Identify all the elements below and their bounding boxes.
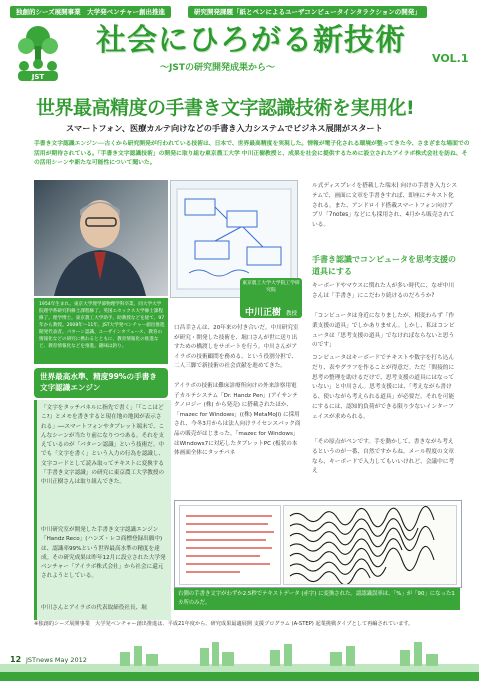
col3-body: ル式ディスプレイを搭載した端末) 向けの手書き入力システムで、画面に文章を手書きすれば、即座にテキスト化される。また、アンドロイド搭載スマートフォン向けアプリ「7notes」などにも採用され、4月から販売されている。 (312, 183, 458, 229)
people-tree-icon (10, 24, 66, 84)
headline: 世界最高精度の手書き文字認識技術を実用化! (36, 97, 415, 119)
page-number: 12 (10, 655, 22, 664)
masthead (10, 22, 470, 88)
professor-name: 中川正樹 (244, 308, 281, 318)
figure-caption-box (174, 588, 460, 610)
volume-label: VOL.1 (432, 52, 469, 65)
col2-body-2: アイラボの技術は難床診療所向けの外来診察用電子カルテシステム「Dr. Handz Pen」(アイサンテクノロジー (株) から発売) に搭載されたほか、「mazec for Windows」((株) MetaMoJi) に採用され、今冬3月からは法人向けライセンスパック商品の販売がはじまった。「mazec for Windows」はWindows7に対応したタブレットPC (板状の本体画面全体にタッチパネ (174, 383, 301, 457)
badge-organization: 東京農工大学大学院工学研究院 (242, 281, 300, 293)
col3-heading: 手書き認識でコンピュータを思考支援の道具にする (312, 255, 456, 276)
series-title: 社会にひろがる新技術 (96, 23, 406, 58)
lead-paragraph: 手書き文字認識エンジン──古くから研究開発が行われている技術は、日本で、世界最高精度を実現した。情報が電子化される環境が整ってきた今、さまざまな場面での活用が期待されている。「手書き文字認識技術」の開発に取り組む東京農工大学 中川正樹教授と、成果を社会に提供するために設立されたアイラボ株式会社を訪ね、その活用シーンや新たな可能性について聞いた。 (34, 141, 470, 166)
handwriting-strokes-illustration (284, 506, 456, 584)
col3-body-3: 「コンピュータは身近になりましたが、相変わらず「作業支援の道具」でしかありません。しかし、私はコンピュータは「思考支援の道具」でなければならないと思うのです」 (312, 313, 455, 349)
col1-body-box (34, 400, 171, 620)
recognized-text-panel (179, 505, 281, 585)
program-tag: 独創的シーズ展開事業 大学発ベンチャー創出推進 (10, 6, 171, 18)
recognition-demo-figure (174, 500, 462, 588)
figure-caption: 右側の手書き文字がわずか2.5秒でテキストデータ (赤字) に変換された。認認識誤率は、「%」が「90」になった1カ所のみだ。 (178, 591, 455, 606)
col1-body-3: 中川さんとアイラボの代表取締役社長、堀 (41, 605, 147, 611)
col1-body-2: 中川研究室が開発した手書き文字認識エンジン「Handz Reco」(ハンズ・レコ商標登録出願中) は、認識率99%という世界最高水準の精度を達成。その研究成果は昨年12月に設立された大学発ベンチャー「アイラボ株式会社」から社会に還元されようとしている。 (41, 527, 166, 580)
subheadline: スマートフォン、医療カルテ向けなどの手書き入力システムでビジネス展開がスタート (66, 123, 383, 133)
col2-body: 口昌幸さんは、20年来の付き合いだ。中川研究室が研究・開発した技術を、堀口さんが世に送り出すための橋渡しをサポートを行う。中川さんがアイラボの技術顧問を務める、という役割分担で、二人三脚で新技術の社会貢献を進めてきた。 (174, 325, 299, 370)
professor-title: 教授 (286, 311, 298, 317)
project-tag: 研究開発課題「紙とペンによるユーザコンピュータインタラクションの開発」 (188, 6, 427, 18)
profile-caption: 1954年生まれ。東京大学理学部物理学科卒業、同大学大学院理学系研究科修士課程修了。英国エセックス大学修士課程修了。理学博士。東京農工大学助手、助教授などを経て、97年から教授。2008年～11年、JST大学発ベンチャー創出推進開発代表者。パターン認識、ユーザインタフェース、教育の情報化などの研究に携わるとともに、教育情報化の推進など、教育情報化などを推進。趣味は釣り。 (39, 302, 165, 349)
col1-heading-box (34, 368, 168, 398)
svg-text:JST: JST (31, 73, 45, 81)
col3-body-4: コンピュータはキーボードでテキストや数字を打ち込んだり、表やグラフを作ることが得意だ。ただ「間接的に思考の整理を助けるだけで、思考支援の道具にはなっていない」と中川さん。思考支援には、「考えながら書ける、使いながら考えられる道具」が必要だ。それを可能にするには、認知的負荷ができる限り少ないインターフェイスが求められる。 (312, 355, 455, 420)
handwriting-panel (283, 505, 457, 585)
publication-label: JSTnews May 2012 (26, 656, 87, 664)
footer (0, 636, 479, 681)
name-badge (240, 278, 302, 318)
col1-body: 「文字をタッチパネルに指先で書く」「『ここはどこ?』とメモを書きすると現在地の地図が表示される」──スマートフォンやタブレット端末で、こんなシーンが当たり前になりつつある。それを支えているのが「パターン認識」という技術だ。中でも「文字を書く」という入力の行為を認識し、文字コードとして読み取ってテキストに変換する「手書き文字認識」の研究に東京農工大学教授の中川正樹さんは取り組んできた。 (41, 405, 165, 486)
col3-body-5: 「その原点がペンです。手を動かして、書きながら考えるというのが一番、自然ですからね。メール程度の文章なら、キーボードで入力してもいいけれど、会議中に考え (312, 439, 455, 475)
footnote: ※独創的シーズ展開事業 大学発ベンチャー創出推進は、平成21年度から、研究成果最適展開 支援プログラム (A-STEP) 起業挑戦タイプとして再編されています。 (34, 621, 414, 627)
col1-heading: 世界最高水準、精度99%の手書き文字認識エンジン (40, 372, 157, 392)
recognized-text-illustration (180, 506, 280, 584)
top-tag-bar (10, 6, 470, 18)
badge-name (242, 300, 300, 319)
series-subtitle: ～JSTの研究開発成果から～ (160, 63, 275, 73)
professor-photo (34, 180, 168, 296)
col3-body-2: キーボードやマウスに慣れた人が多い時代に、なぜ中川さんは「手書き」にこだわり続けるのだろうか? (312, 283, 455, 299)
portrait-illustration (34, 180, 168, 296)
profile-caption-box (34, 298, 168, 364)
